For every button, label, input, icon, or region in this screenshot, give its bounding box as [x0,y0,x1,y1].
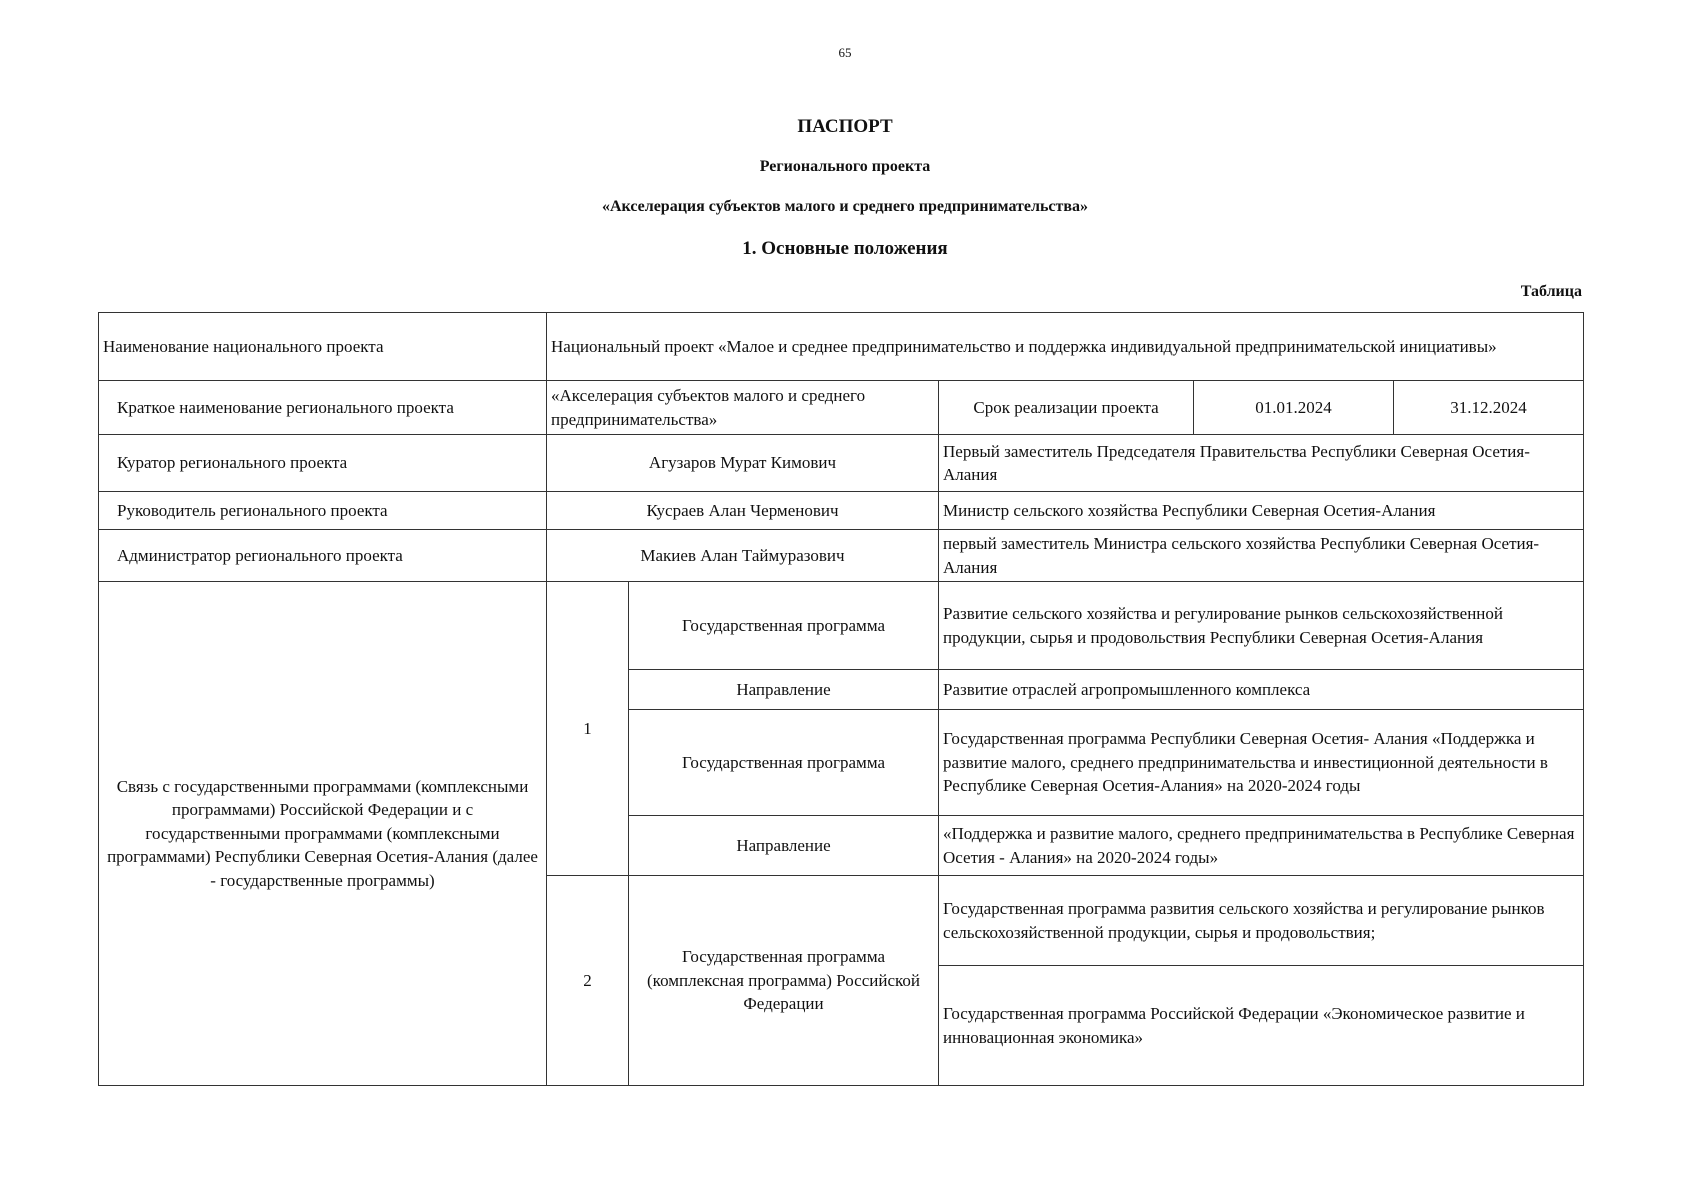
document-subtitle: Регионального проекта [759,158,931,175]
curator-label: Куратор регионального проекта [99,435,547,492]
program-type: Государственная программа [629,710,939,816]
head-name: Кусраев Алан Черменович [547,492,939,530]
curator-name: Агузаров Мурат Кимович [547,435,939,492]
program-value: «Поддержка и развитие малого, среднего предпринимательства в Республике Северная Осетия - Алания» на 2020-2024 годы» [939,816,1584,876]
table-row [99,530,1584,582]
project-name: «Акселерация субъектов малого и среднего предпринимательства» [601,198,1089,215]
table-row [99,582,1584,670]
program-value: Развитие сельского хозяйства и регулирование рынков сельскохозяйственной продукции, сырья и продовольствия Республики Северная Осетия-Алания [939,582,1584,670]
national-project-label: Наименование национального проекта [99,313,547,381]
table-row [99,381,1584,435]
administrator-name: Макиев Алан Таймуразович [547,530,939,582]
passport-table [98,312,1584,1086]
program-type: Государственная программа [629,582,939,670]
head-label: Руководитель регионального проекта [99,492,547,530]
program-value: Государственная программа Российской Федерации «Экономическое развитие и инновационная экономика» [939,966,1584,1086]
group-number-1: 1 [547,582,629,876]
table-caption: Таблица [1520,283,1582,300]
short-name-value: «Акселерация субъектов малого и среднего предпринимательства» [547,381,939,435]
program-type: Направление [629,670,939,710]
term-label: Срок реализации проекта [939,381,1194,435]
program-type: Государственная программа (комплексная программа) Российской Федерации [629,876,939,1086]
start-date: 01.01.2024 [1194,381,1394,435]
program-value: Государственная программа Республики Северная Осетия- Алания «Поддержка и развитие малого, среднего предпринимательства и инвестиционной деятельности в Республике Северная Осетия-Алания» на 2020-2024 годы [939,710,1584,816]
section-title: 1. Основные положения [742,238,948,259]
document-title: ПАСПОРТ [797,116,893,137]
table-row [99,313,1584,381]
short-name-label: Краткое наименование регионального проекта [99,381,547,435]
administrator-label: Администратор регионального проекта [99,530,547,582]
head-position: Министр сельского хозяйства Республики Северная Осетия-Алания [939,492,1584,530]
end-date: 31.12.2024 [1394,381,1584,435]
group-number-2: 2 [547,876,629,1086]
program-type: Направление [629,816,939,876]
page-number: 65 [838,45,852,60]
program-value: Развитие отраслей агропромышленного комплекса [939,670,1584,710]
national-project-value: Национальный проект «Малое и среднее предпринимательство и поддержка индивидуальной предпринимательской инициативы» [547,313,1584,381]
programs-label: Связь с государственными программами (комплексными программами) Российской Федерации и с государственными программами (комплексными программами) Республики Северная Осетия-Алания (далее - государственные программы) [99,582,547,1086]
curator-position: Первый заместитель Председателя Правительства Республики Северная Осетия-Алания [939,435,1584,492]
administrator-position: первый заместитель Министра сельского хозяйства Республики Северная Осетия-Алания [939,530,1584,582]
program-value: Государственная программа развития сельского хозяйства и регулирование рынков сельскохозяйственной продукции, сырья и продовольствия; [939,876,1584,966]
table-row [99,492,1584,530]
table-row [99,435,1584,492]
